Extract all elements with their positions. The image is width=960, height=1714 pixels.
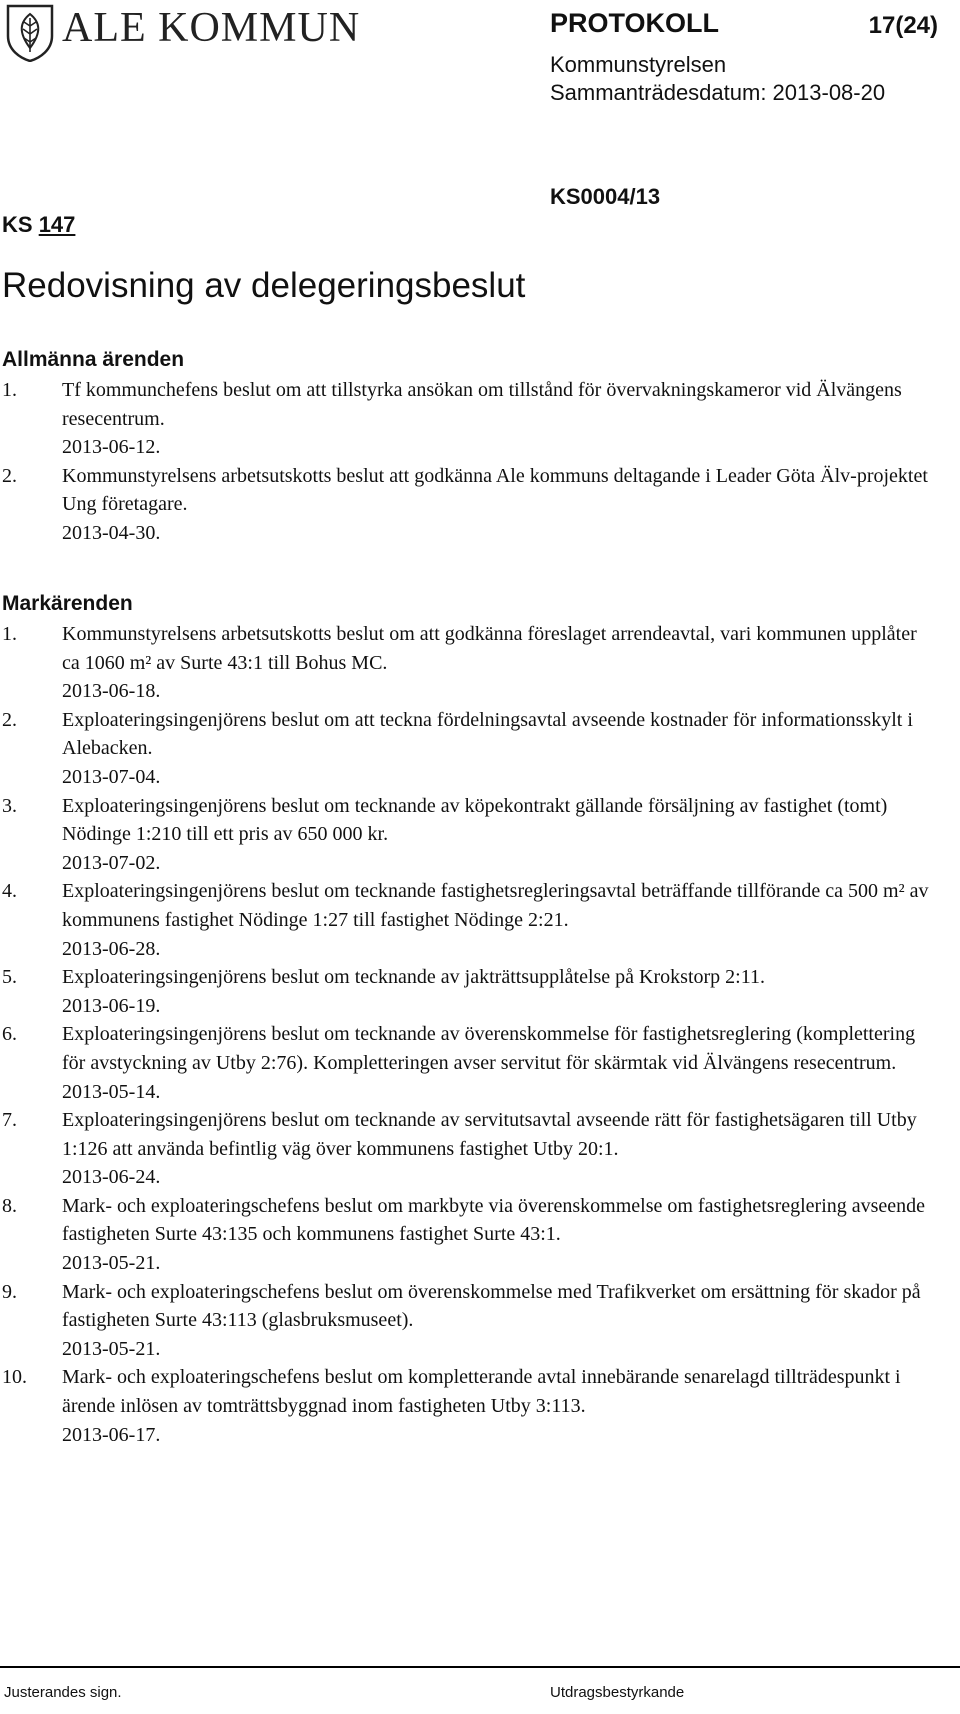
footer-divider [0,1666,960,1668]
item-text: Exploateringsingenjörens beslut om att teckna fördelningsavtal avseende kostnader för informationsskylt i Alebacken. [62,708,913,760]
document-type [550,8,719,39]
list-item [2,1106,932,1192]
ale-kommun-logo [4,2,56,62]
list-item [2,1020,932,1106]
list-item [2,620,932,706]
committee-name: Kommunstyrelsen [550,52,727,77]
item-number: 10. [2,1366,27,1389]
paragraph-number: 147 [38,212,76,237]
item-date: 2013-04-30. [62,521,161,544]
item-number: 2. [2,708,17,731]
organization-name: ALE KOMMUN [62,5,361,51]
item-text: Exploateringsingenjörens beslut om tecknande fastighetsregleringsavtal beträffande tillförande ca 500 m² av kommunens fastighet Nödinge 1:27 till fastighet Nödinge 2:21. [62,880,929,931]
list-item [2,1192,932,1278]
item-number: 4. [2,880,17,903]
paragraph-prefix: KS [2,212,33,237]
item-date: 2013-07-02. [62,851,161,874]
signature-label-certification: Utdragsbestyrkande [550,1684,685,1701]
meeting-date: Sammanträdesdatum: 2013-08-20 [550,80,886,105]
section-heading-general: Allmänna ärenden [2,348,185,371]
section-heading-land: Markärenden [2,592,133,615]
item-text: Exploateringsingenjörens beslut om tecknande av köpekontrakt gällande försäljning av fastighet (tomt) Nödinge 1:210 till ett pris av 650 000 kr. [62,794,888,846]
item-text: Tf kommunchefens beslut om att tillstyrka ansökan om tillstånd för övervakningskameror vid Älvängens resecentrum. [62,379,902,430]
paragraph-id [2,212,75,238]
item-date: 2013-06-18. [62,680,161,703]
item-date: 2013-05-21. [62,1337,161,1360]
item-number: 9. [2,1280,17,1303]
item-text: Kommunstyrelsens arbetsutskotts beslut om att godkänna föreslaget arrendeavtal, vari kommunen upplåter ca 1060 m² av Surte 43:1 till Bohus MC. [62,623,917,674]
item-number: 8. [2,1194,17,1217]
page-title: Redovisning av delegeringsbeslut [2,266,526,305]
item-date: 2013-07-04. [62,765,161,788]
item-text: Exploateringsingenjörens beslut om tecknande av överenskommelse för fastighetsreglering (komplettering för avstyckning av Utby 2:76). Kompletteringen avser servitut för skärmtak vid Älvängens resecentrum. [62,1023,916,1074]
item-text: Mark- och exploateringschefens beslut om överenskommelse med Trafikverket om ersättning för skador på fastigheten Surte 43:113 (glasbruksmuseet). [62,1280,921,1332]
item-number: 5. [2,966,17,989]
page-number: 17(24) [868,12,938,39]
signature-label-adjusters: Justerandes sign. [4,1684,122,1701]
list-item [2,877,932,963]
item-date: 2013-06-12. [62,436,161,459]
item-text: Mark- och exploateringschefens beslut om markbyte via överenskommelse om fastighetsreglering avseende fastigheten Surte 43:135 och kommunens fastighet Surte 43:1. [62,1194,926,1246]
list-item [2,706,932,792]
list-item [2,376,932,462]
list-item [2,963,932,1020]
list-item [2,792,932,878]
item-text: Exploateringsingenjörens beslut om tecknande av servitutsavtal avseende rätt för fastighetsägaren till Utby 1:126 att använda befintlig väg över kommunens fastighet Utby 20:1. [62,1109,917,1160]
item-number: 2. [2,464,17,487]
list-item [2,1278,932,1364]
item-number: 6. [2,1023,17,1046]
item-date: 2013-06-24. [62,1166,161,1189]
item-text: Mark- och exploateringschefens beslut om kompletterande avtal innebärande senarelagd tillträdespunkt i ärende inlösen av tomträttsbyggnad inom fastigheten Utby 3:113. [62,1366,901,1418]
item-number: 1. [2,623,17,645]
item-number: 3. [2,794,17,817]
item-date: 2013-06-19. [62,994,161,1017]
decision-list-land [2,620,932,1449]
item-date: 2013-06-17. [62,1423,161,1446]
item-date: 2013-06-28. [62,937,161,960]
document-type-label: PROTOKOLL [550,8,720,38]
item-date: 2013-05-14. [62,1080,161,1103]
list-item [2,462,932,548]
item-text: Exploateringsingenjörens beslut om tecknande av jakträttsupplåtelse på Krokstorp 2:11. [62,966,765,989]
decision-list-general [2,376,932,548]
item-number: 7. [2,1109,17,1132]
list-item [2,1363,932,1449]
case-number: KS0004/13 [550,184,661,209]
item-number: 1. [2,379,17,401]
item-text: Kommunstyrelsens arbetsutskotts beslut att godkänna Ale kommuns deltagande i Leader Göta Älv-projektet Ung företagare. [62,464,928,516]
item-date: 2013-05-21. [62,1252,161,1275]
